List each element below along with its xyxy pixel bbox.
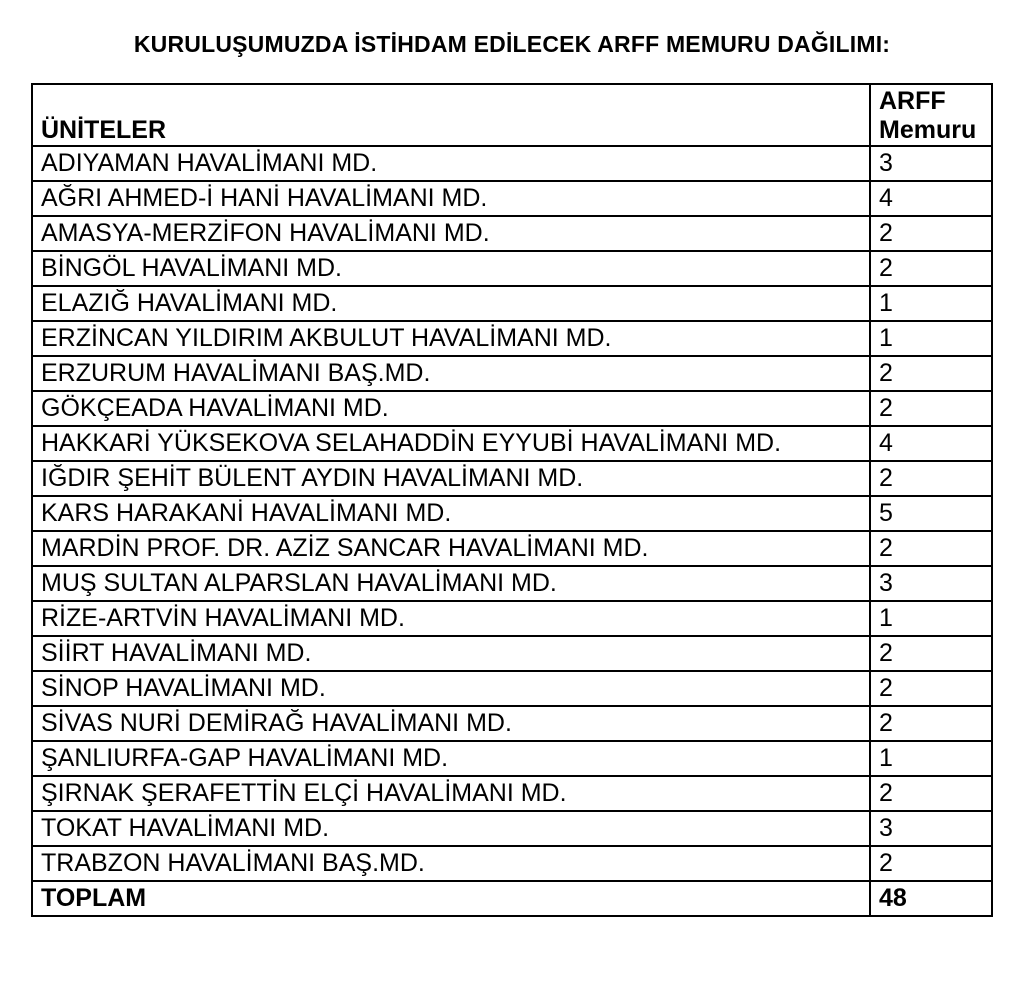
count-cell: 2 (870, 706, 992, 741)
table-row (32, 741, 992, 776)
table-row (32, 566, 992, 601)
table-row (32, 286, 992, 321)
header-row (32, 84, 992, 146)
unit-cell: ERZİNCAN YILDIRIM AKBULUT HAVALİMANI MD. (32, 321, 870, 356)
table-row (32, 356, 992, 391)
count-cell: 4 (870, 426, 992, 461)
table-row (32, 391, 992, 426)
table-row (32, 251, 992, 286)
count-cell: 3 (870, 811, 992, 846)
count-cell: 2 (870, 636, 992, 671)
table-body (32, 146, 992, 881)
count-cell: 2 (870, 356, 992, 391)
table-row (32, 146, 992, 181)
unit-cell: SİİRT HAVALİMANI MD. (32, 636, 870, 671)
total-row (32, 881, 992, 916)
count-cell: 2 (870, 461, 992, 496)
unit-cell: GÖKÇEADA HAVALİMANI MD. (32, 391, 870, 426)
unit-cell: ŞIRNAK ŞERAFETTİN ELÇİ HAVALİMANI MD. (32, 776, 870, 811)
unit-cell: IĞDIR ŞEHİT BÜLENT AYDIN HAVALİMANI MD. (32, 461, 870, 496)
table-row (32, 496, 992, 531)
total-label-cell: TOPLAM (32, 881, 870, 916)
unit-cell: SİNOP HAVALİMANI MD. (32, 671, 870, 706)
table-row (32, 216, 992, 251)
unit-cell: ERZURUM HAVALİMANI BAŞ.MD. (32, 356, 870, 391)
count-cell: 1 (870, 321, 992, 356)
page-title: KURULUŞUMUZDA İSTİHDAM EDİLECEK ARFF MEMURU DAĞILIMI: (133, 31, 891, 57)
unit-cell: SİVAS NURİ DEMİRAĞ HAVALİMANI MD. (32, 706, 870, 741)
table-row (32, 531, 992, 566)
unit-cell: HAKKARİ YÜKSEKOVA SELAHADDİN EYYUBİ HAVALİMANI MD. (32, 426, 870, 461)
table-row (32, 706, 992, 741)
count-cell: 2 (870, 531, 992, 566)
count-cell: 1 (870, 601, 992, 636)
count-cell: 2 (870, 776, 992, 811)
unit-cell: MARDİN PROF. DR. AZİZ SANCAR HAVALİMANI MD. (32, 531, 870, 566)
count-cell: 1 (870, 741, 992, 776)
table-row (32, 811, 992, 846)
count-cell: 4 (870, 181, 992, 216)
table-row (32, 776, 992, 811)
unit-cell: ADIYAMAN HAVALİMANI MD. (32, 146, 870, 181)
count-cell: 2 (870, 391, 992, 426)
unit-cell: AĞRI AHMED-İ HANİ HAVALİMANI MD. (32, 181, 870, 216)
table-row (32, 601, 992, 636)
count-cell: 3 (870, 146, 992, 181)
count-cell: 2 (870, 671, 992, 706)
unit-cell: ELAZIĞ HAVALİMANI MD. (32, 286, 870, 321)
unit-cell: RİZE-ARTVİN HAVALİMANI MD. (32, 601, 870, 636)
count-cell: 2 (870, 216, 992, 251)
unit-cell: TRABZON HAVALİMANI BAŞ.MD. (32, 846, 870, 881)
count-cell: 3 (870, 566, 992, 601)
count-cell: 1 (870, 286, 992, 321)
unit-cell: BİNGÖL HAVALİMANI MD. (32, 251, 870, 286)
table-row (32, 426, 992, 461)
total-value-cell: 48 (870, 881, 992, 916)
table-row (32, 846, 992, 881)
table-row (32, 181, 992, 216)
units-table (31, 83, 993, 917)
unit-cell: MUŞ SULTAN ALPARSLAN HAVALİMANI MD. (32, 566, 870, 601)
table-row (32, 671, 992, 706)
count-cell: 5 (870, 496, 992, 531)
unit-cell: KARS HARAKANİ HAVALİMANI MD. (32, 496, 870, 531)
table-row (32, 321, 992, 356)
count-cell: 2 (870, 251, 992, 286)
col-header-arff-memuru: ARFF Memuru (870, 84, 992, 146)
count-cell: 2 (870, 846, 992, 881)
table-row (32, 636, 992, 671)
unit-cell: AMASYA-MERZİFON HAVALİMANI MD. (32, 216, 870, 251)
table-row (32, 461, 992, 496)
unit-cell: ŞANLIURFA-GAP HAVALİMANI MD. (32, 741, 870, 776)
col-header-uniteler: ÜNİTELER (32, 84, 870, 146)
unit-cell: TOKAT HAVALİMANI MD. (32, 811, 870, 846)
